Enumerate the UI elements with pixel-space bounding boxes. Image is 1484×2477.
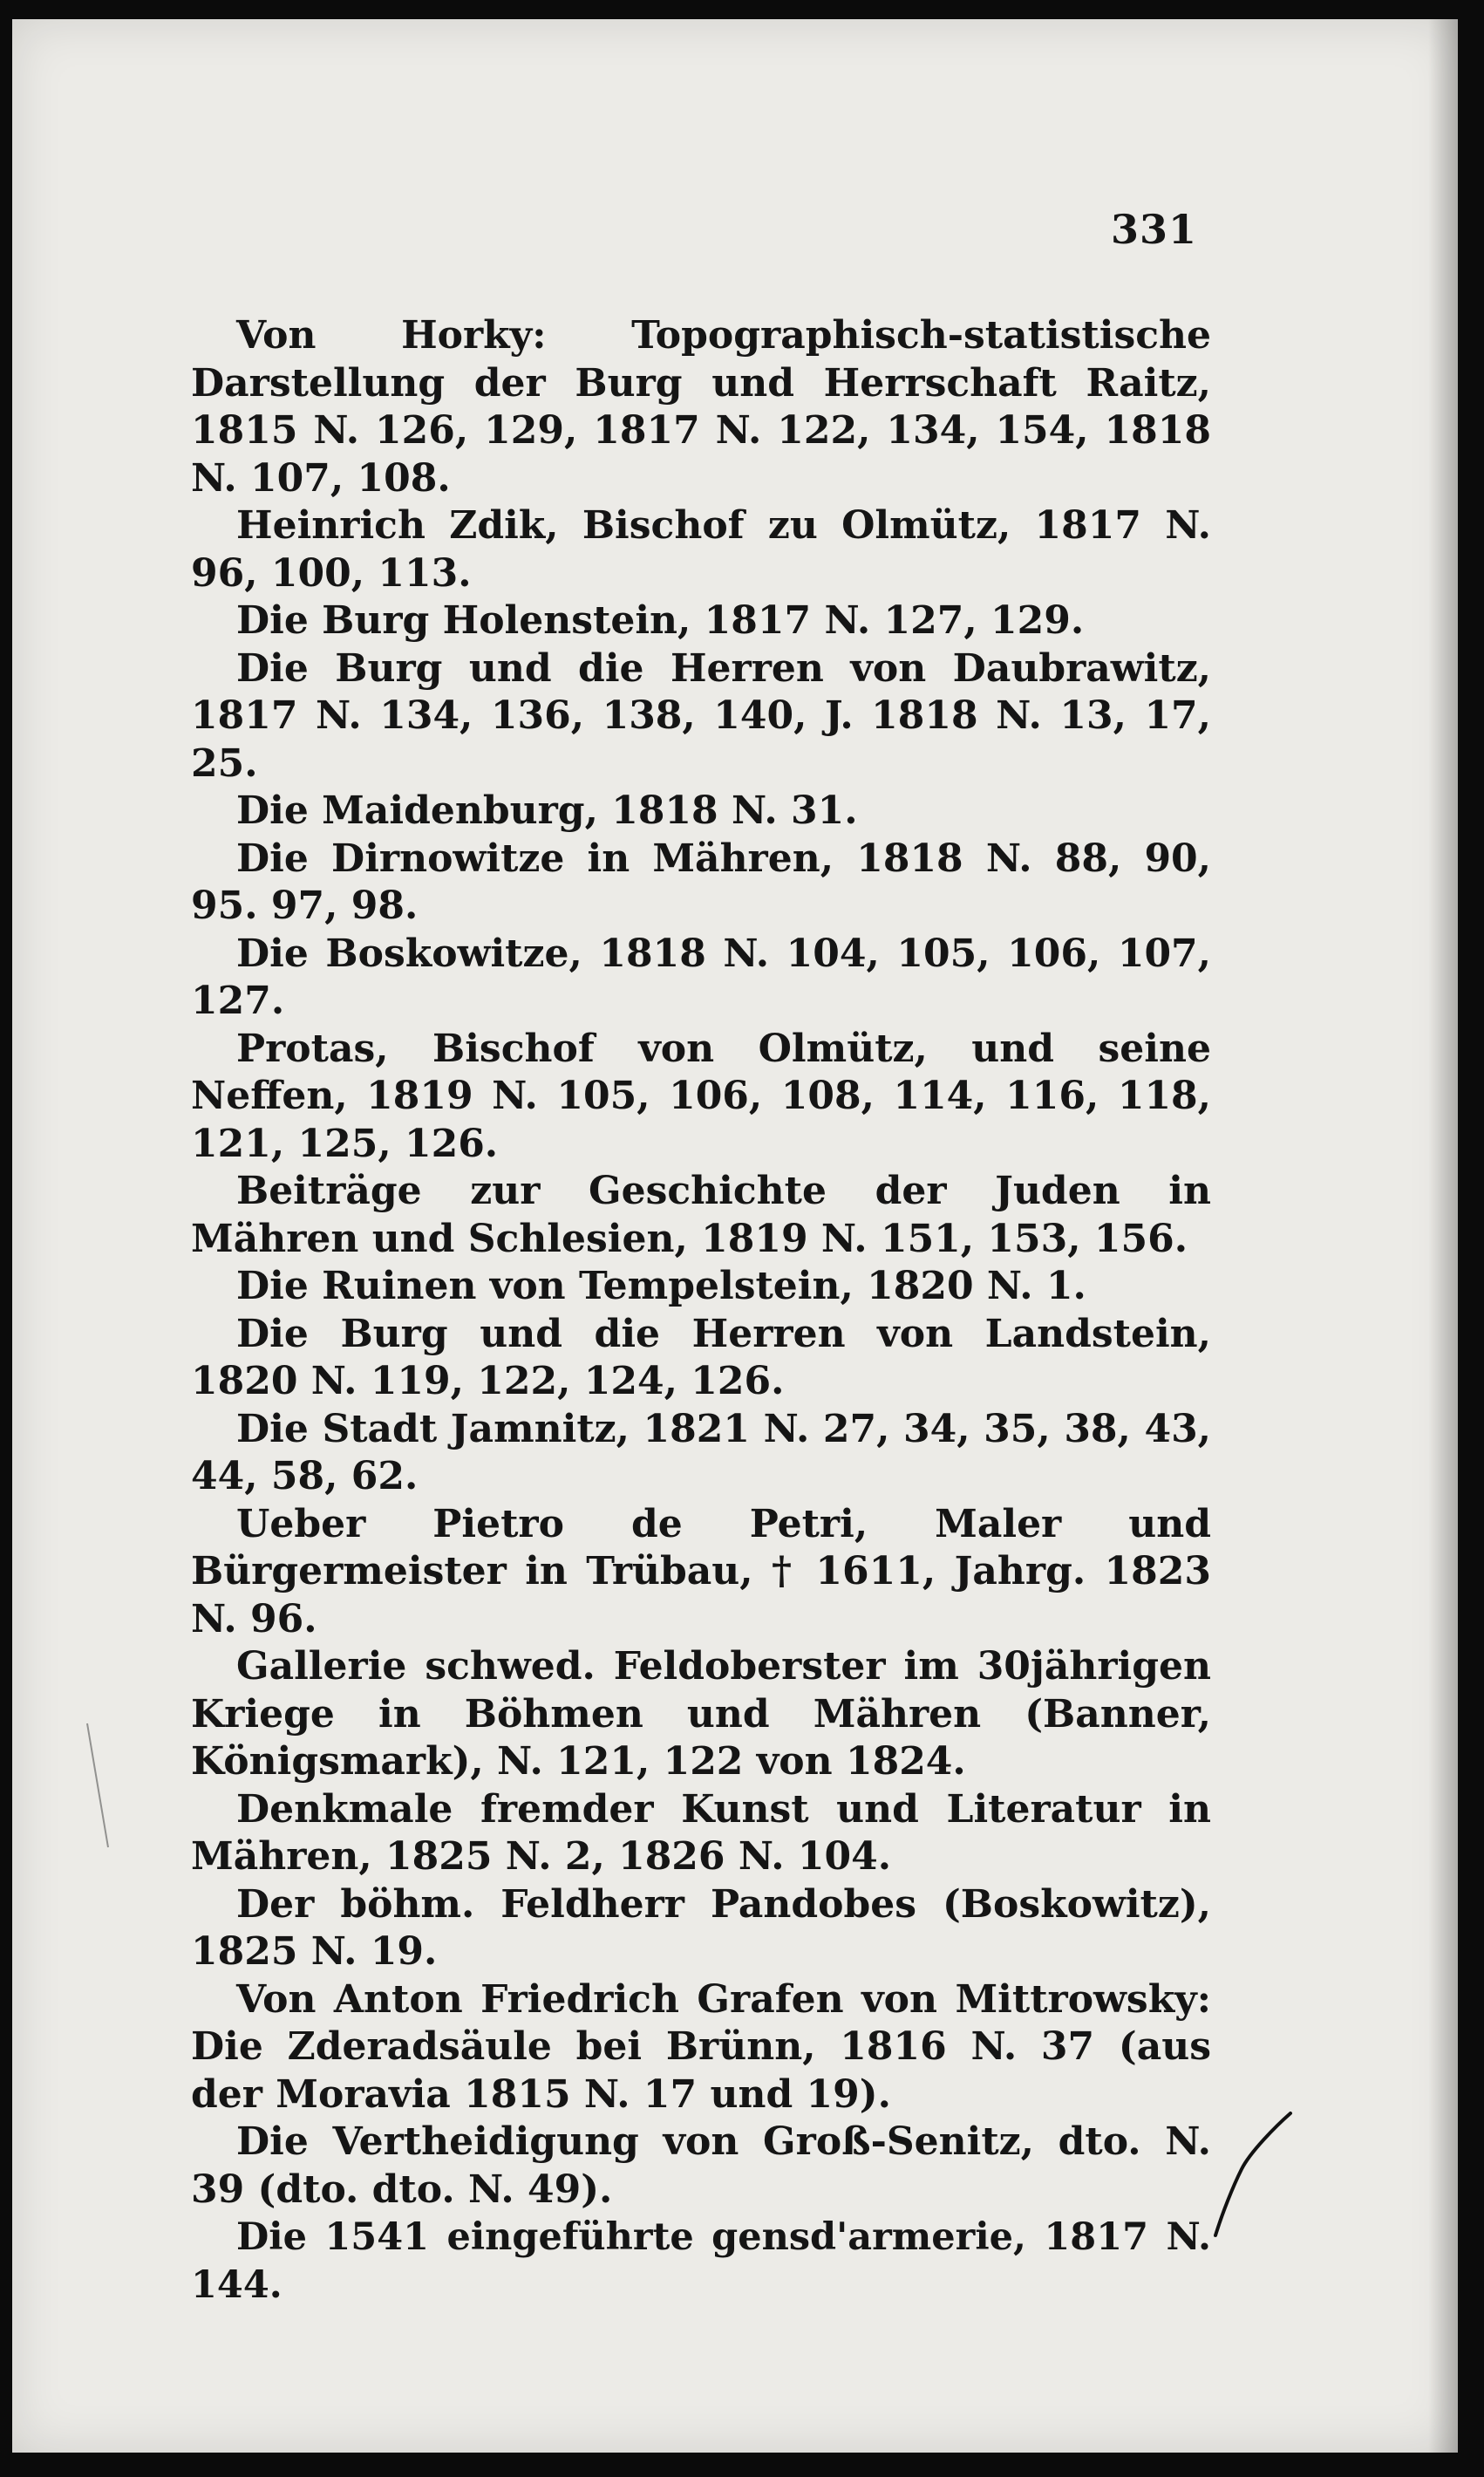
page-number: 331 bbox=[1111, 206, 1198, 253]
list-item: Die Boskowitze, 1818 N. 104, 105, 106, 107, 127. bbox=[191, 931, 1211, 1023]
list-item: Protas, Bischof von Olmütz, und seine Neffen, 1819 N. 105, 106, 108, 114, 116, 118, 121, 125, 126. bbox=[191, 1026, 1211, 1166]
list-item: Gallerie schwed. Feldoberster im 30jährigen Kriege in Böhmen und Mähren (Banner, Königsmark), N. 121, 122 von 1824. bbox=[191, 1644, 1211, 1784]
list-item: Beiträge zur Geschichte der Juden in Mähren und Schlesien, 1819 N. 151, 153, 156. bbox=[191, 1169, 1211, 1261]
list-item: Die Dirnowitze in Mähren, 1818 N. 88, 90, 95. 97, 98. bbox=[191, 836, 1211, 928]
list-item: Ueber Pietro de Petri, Maler und Bürgermeister in Trübau, † 1611, Jahrg. 1823 N. 96. bbox=[191, 1501, 1211, 1641]
list-item: Die Burg und die Herren von Landstein, 1820 N. 119, 122, 124, 126. bbox=[191, 1311, 1211, 1403]
page-edge-shadow bbox=[1428, 19, 1458, 2453]
list-item: Die Maidenburg, 1818 N. 31. bbox=[236, 788, 858, 833]
pen-stroke-mark bbox=[1207, 2108, 1303, 2239]
book-page bbox=[12, 19, 1458, 2453]
list-item: Heinrich Zdik, Bischof zu Olmütz, 1817 N. 96, 100, 113. bbox=[191, 503, 1211, 596]
list-item: Von Horky: Topographisch-statistische Darstellung der Burg und Herrschaft Raitz, 1815 N. 126, 129, 1817 N. 122, 134, 154, 1818 N. 107, 108. bbox=[191, 313, 1211, 501]
list-item: Die Burg und die Herren von Daubrawitz, 1817 N. 134, 136, 138, 140, J. 1818 N. 13, 17, 25. bbox=[191, 645, 1211, 786]
list-item: Die Burg Holenstein, 1817 N. 127, 129. bbox=[236, 598, 1085, 643]
list-item: Die Stadt Jamnitz, 1821 N. 27, 34, 35, 38, 43, 44, 58, 62. bbox=[191, 1406, 1211, 1498]
list-item: Die Ruinen von Tempelstein, 1820 N. 1. bbox=[236, 1264, 1086, 1308]
list-item: Die Vertheidigung von Groß-Senitz, dto. N. 39 (dto. dto. N. 49). bbox=[191, 2119, 1211, 2212]
bibliography-list bbox=[191, 312, 1211, 2309]
stray-pencil-mark bbox=[82, 1720, 117, 1851]
list-item: Denkmale fremder Kunst und Literatur in Mähren, 1825 N. 2, 1826 N. 104. bbox=[191, 1786, 1211, 1879]
list-item: Die 1541 eingeführte gensd'armerie, 1817 N. 144. bbox=[191, 2215, 1211, 2307]
list-item: Der böhm. Feldherr Pandobes (Boskowitz), 1825 N. 19. bbox=[191, 1881, 1211, 1974]
list-item: Von Anton Friedrich Grafen von Mittrowsky: Die Zderadsäule bei Brünn, 1816 N. 37 (aus der Moravia 1815 N. 17 und 19). bbox=[191, 1976, 1211, 2117]
